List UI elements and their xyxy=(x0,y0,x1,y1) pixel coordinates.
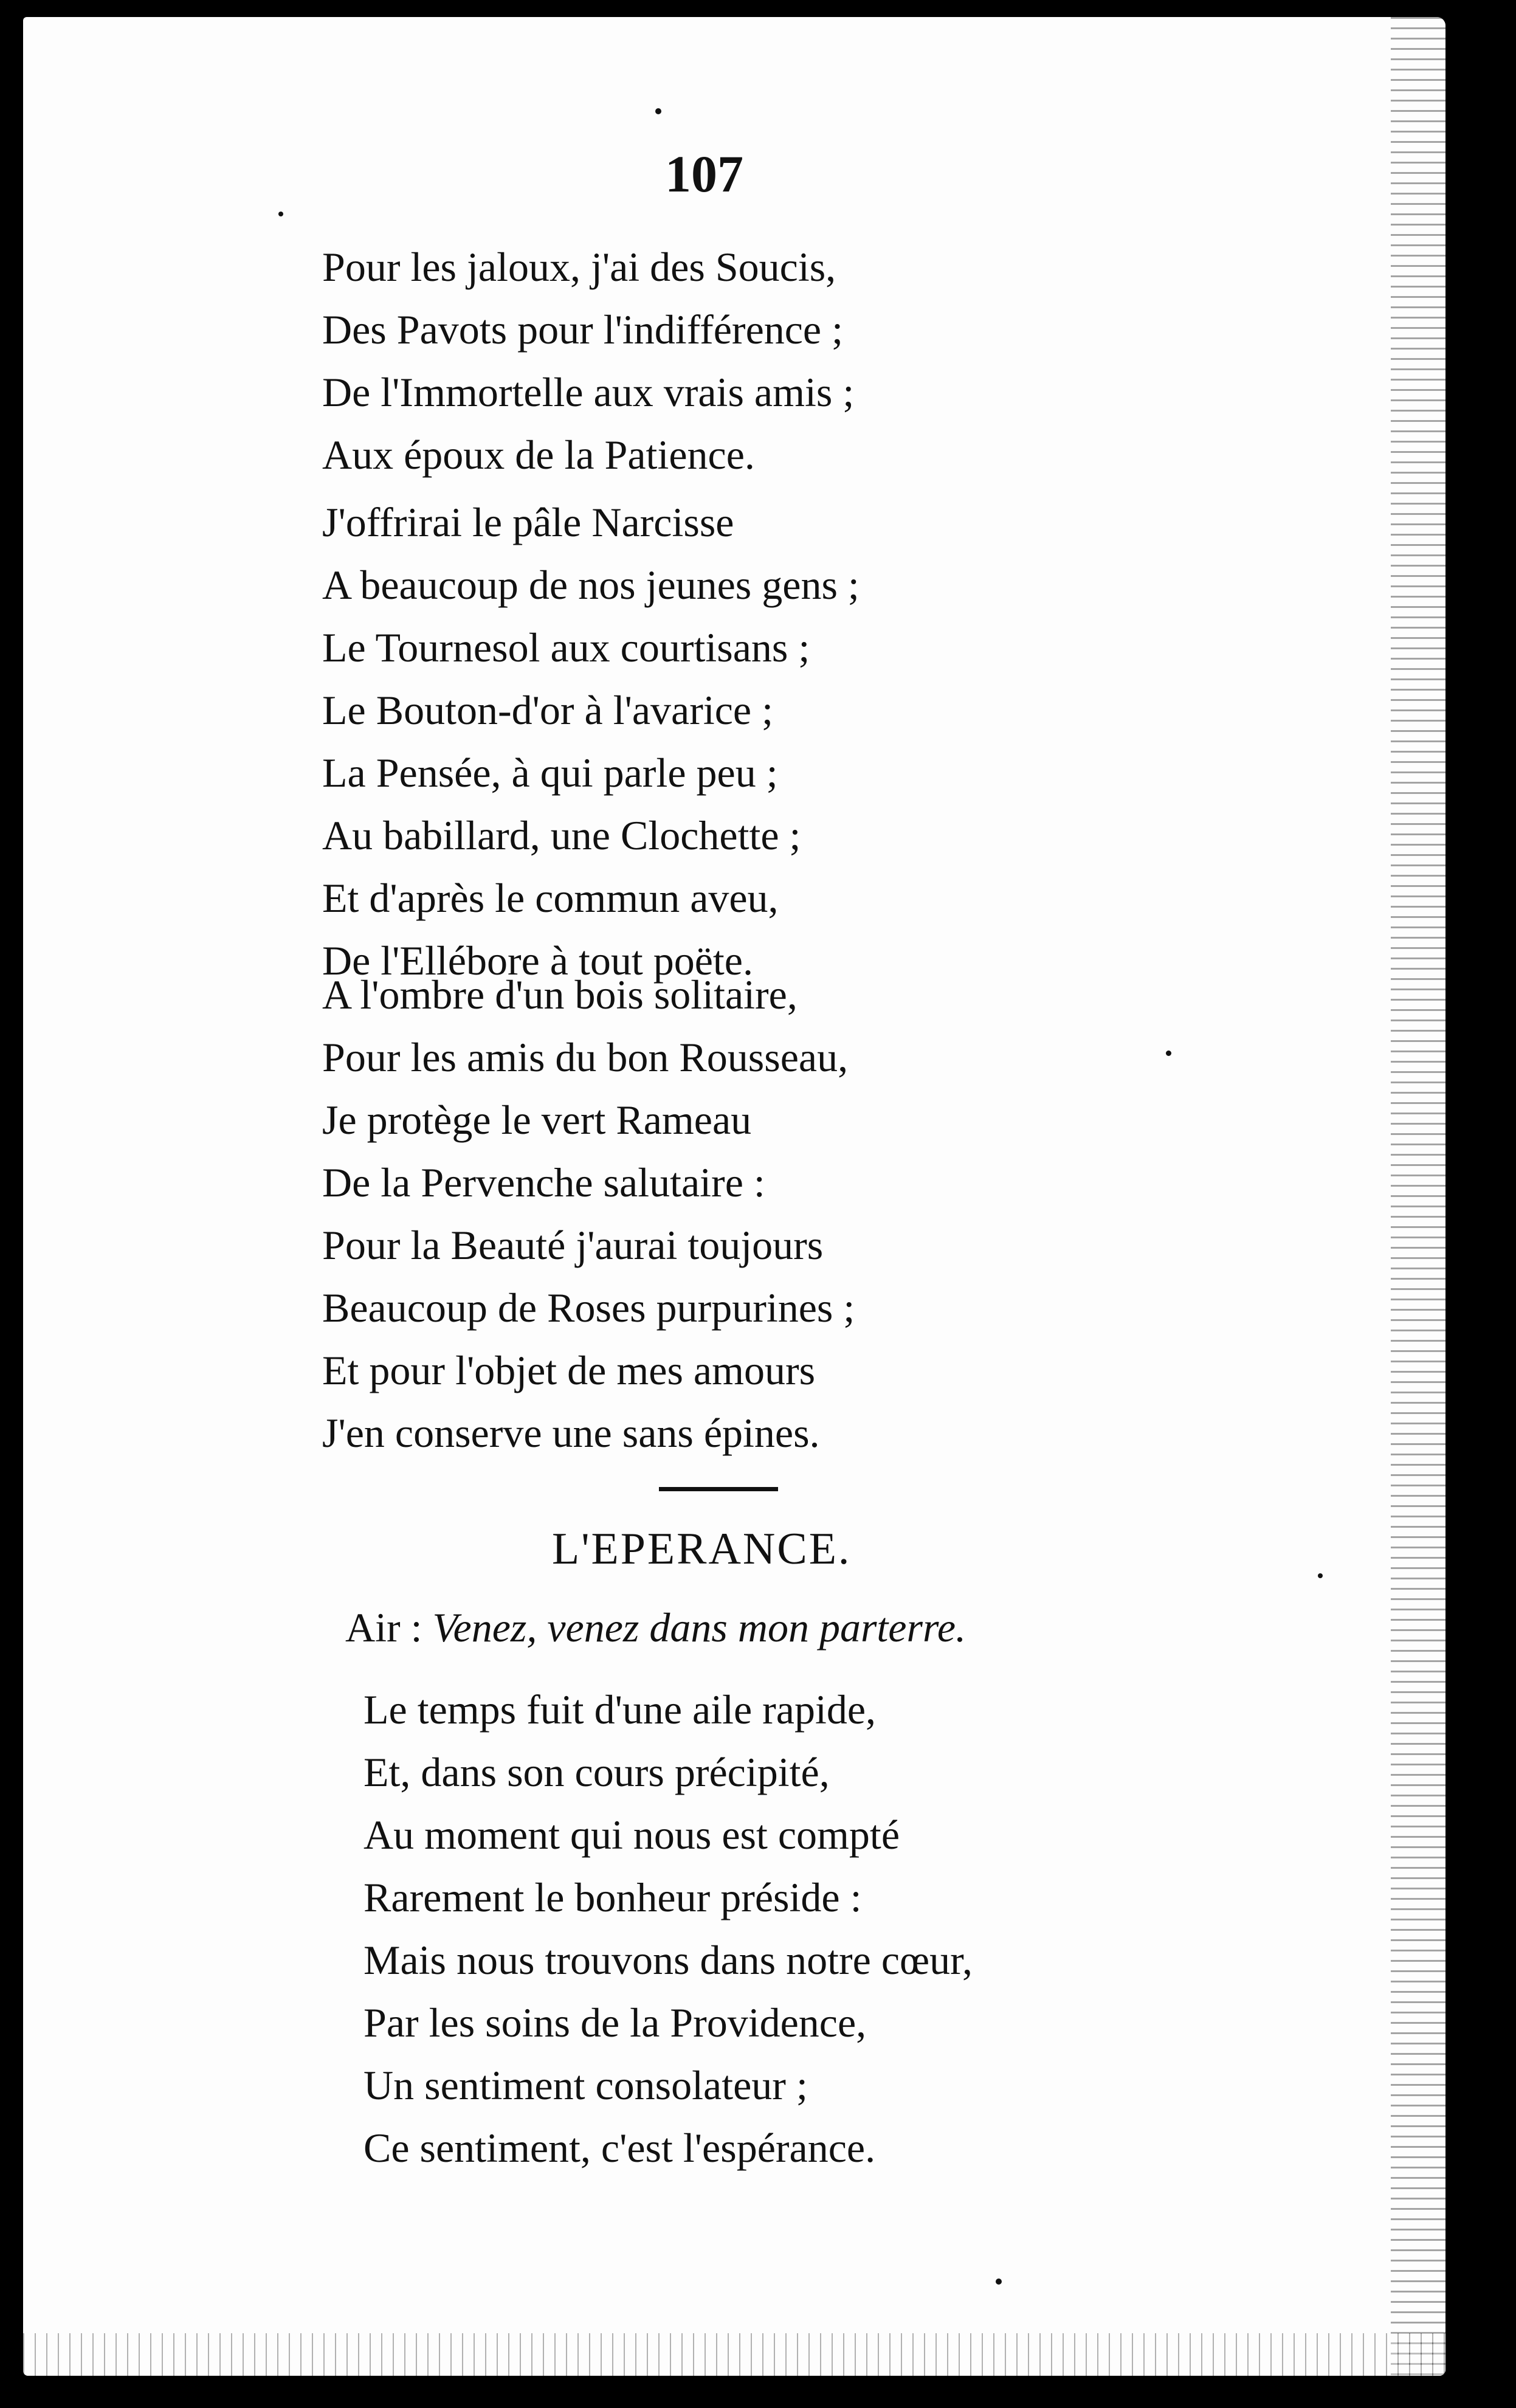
verse-line: De la Pervenche salutaire : xyxy=(322,1159,765,1206)
verse-line: Pour les amis du bon Rousseau, xyxy=(322,1034,849,1080)
verse-line: Un sentiment consolateur ; xyxy=(363,2062,808,2108)
verse-line: Le Tournesol aux courtisans ; xyxy=(322,624,810,671)
verse-line: Des Pavots pour l'indifférence ; xyxy=(322,306,844,353)
verse-line: Pour la Beauté j'aurai toujours xyxy=(322,1222,824,1268)
verse-line: Mais nous trouvons dans notre cœur, xyxy=(363,1937,973,1983)
ink-speck xyxy=(1318,1573,1323,1578)
song-title: L'EPERANCE. xyxy=(552,1524,852,1574)
verse-line: Le Bouton-d'or à l'avarice ; xyxy=(322,687,773,733)
verse-line: Le temps fuit d'une aile rapide, xyxy=(363,1686,877,1733)
air-tune: Venez, venez dans mon parterre. xyxy=(432,1604,966,1651)
air-label: Air : xyxy=(345,1604,422,1651)
verse-line: Pour les jaloux, j'ai des Soucis, xyxy=(322,244,836,290)
verse-line: Au moment qui nous est compté xyxy=(363,1812,900,1858)
air-line xyxy=(345,1604,966,1652)
ink-speck xyxy=(278,212,283,216)
verse-line: De l'Ellébore à tout poëte. xyxy=(322,937,753,984)
ragged-paper-edge xyxy=(1391,17,1445,2376)
stanza-3 xyxy=(322,964,855,1464)
verse-line: Rarement le bonheur préside : xyxy=(363,1874,862,1920)
ragged-bottom-edge xyxy=(23,2333,1445,2376)
page-number: 107 xyxy=(665,145,743,203)
section-divider xyxy=(659,1487,778,1491)
verse-line: Beaucoup de Roses purpurines ; xyxy=(322,1285,855,1331)
ink-speck xyxy=(655,108,661,114)
verse-line: Par les soins de la Providence, xyxy=(363,1999,867,2046)
paper-sheet xyxy=(23,17,1445,2376)
ink-speck xyxy=(996,2279,1002,2285)
verse-line: A beaucoup de nos jeunes gens ; xyxy=(322,562,860,608)
ink-speck xyxy=(1166,1050,1171,1056)
verse-line: Et pour l'objet de mes amours xyxy=(322,1347,816,1393)
verse-line: Et, dans son cours précipité, xyxy=(363,1749,830,1795)
stanza-1 xyxy=(322,236,854,486)
verse-line: J'offrirai le pâle Narcisse xyxy=(322,499,734,545)
song-stanza xyxy=(363,1678,973,2179)
verse-line: Ce sentiment, c'est l'espérance. xyxy=(363,2125,876,2171)
verse-line: Je protège le vert Rameau xyxy=(322,1097,752,1143)
verse-line: La Pensée, à qui parle peu ; xyxy=(322,750,778,796)
stanza-2 xyxy=(322,491,860,992)
verse-line: Et d'après le commun aveu, xyxy=(322,875,779,921)
verse-line: A l'ombre d'un bois solitaire, xyxy=(322,971,798,1018)
verse-line: Aux époux de la Patience. xyxy=(322,432,755,478)
verse-line: J'en conserve une sans épines. xyxy=(322,1410,820,1456)
verse-line: De l'Immortelle aux vrais amis ; xyxy=(322,369,855,415)
verse-line: Au babillard, une Clochette ; xyxy=(322,812,801,858)
